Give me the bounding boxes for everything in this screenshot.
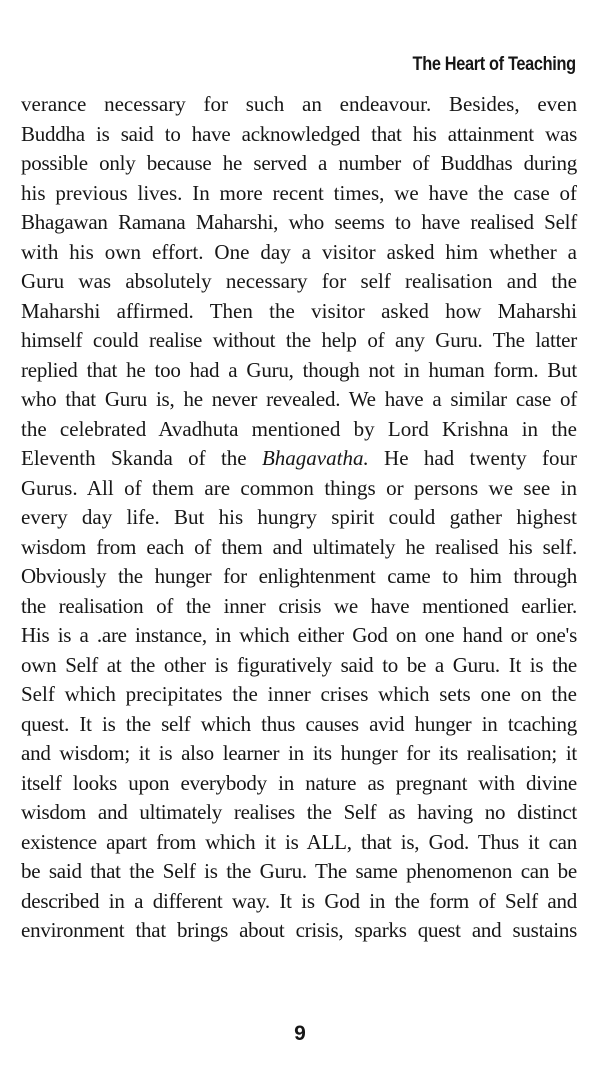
- text-line: verance necessary for such an endeavour. Besides, even: [21, 92, 577, 116]
- italic-title: Bhagavatha.: [261, 446, 369, 470]
- text-segment: Eleventh Skanda of the: [21, 446, 262, 470]
- text-line: described in a different way. It is God in the form of Self and: [21, 888, 577, 913]
- text-line: himself could realise without the help of any Guru. The latter: [21, 328, 577, 352]
- text-line: Bhagawan Ramana Maharshi, who seems to have realised Self: [21, 210, 577, 234]
- text-line: and wisdom; it is also learner in its hunger for its realisation; it: [21, 741, 577, 765]
- running-head-title: The Heart of Teaching: [412, 54, 576, 75]
- text-line: Buddha is said to have acknowledged that his attainment was: [21, 121, 577, 146]
- text-line: every day life. But his hungry spirit could gather highest: [21, 505, 577, 529]
- text-line: be said that the Self is the Guru. The same phenomenon can be: [21, 859, 577, 883]
- text-line: Obviously the hunger for enlightenment came to him through: [21, 564, 577, 588]
- text-line: His is a .are instance, in which either God on one hand or one's: [21, 623, 577, 647]
- text-line: the celebrated Avadhuta mentioned by Lord Krishna in the: [21, 416, 577, 441]
- text-line: environment that brings about crisis, sparks quest and sustains: [21, 918, 577, 942]
- text-line: Self which precipitates the inner crises which sets one on the: [21, 682, 577, 706]
- page-number: 9: [294, 1022, 306, 1045]
- text-line: who that Guru is, he never revealed. We have a similar case of: [21, 387, 577, 411]
- body-text: [21, 90, 577, 946]
- text-line: Gurus. All of them are common things or persons we see in: [21, 475, 577, 500]
- text-line: Guru was absolutely necessary for self realisation and the: [21, 269, 577, 293]
- text-line: replied that he too had a Guru, though not in human form. But: [21, 357, 577, 382]
- text-segment: He had twenty four: [368, 446, 578, 470]
- text-line: wisdom and ultimately realises the Self as having no distinct: [21, 800, 577, 824]
- text-line: with his own effort. One day a visitor asked him whether a: [21, 239, 577, 264]
- text-line: his previous lives. In more recent times, we have the case of: [21, 180, 577, 205]
- text-line: possible only because he served a number of Buddhas during: [21, 151, 577, 175]
- text-line: [21, 444, 577, 474]
- text-line: wisdom from each of them and ultimately he realised his self.: [21, 534, 577, 559]
- text-line: quest. It is the self which thus causes avid hunger in tcaching: [21, 711, 577, 736]
- text-line: the realisation of the inner crisis we have mentioned earlier.: [21, 593, 577, 618]
- text-line: itself looks upon everybody in nature as pregnant with divine: [21, 770, 577, 795]
- text-line: own Self at the other is figuratively said to be a Guru. It is the: [21, 652, 577, 677]
- text-line: Maharshi affirmed. Then the visitor asked how Maharshi: [21, 298, 577, 323]
- text-line: existence apart from which it is ALL, that is, God. Thus it can: [21, 829, 577, 854]
